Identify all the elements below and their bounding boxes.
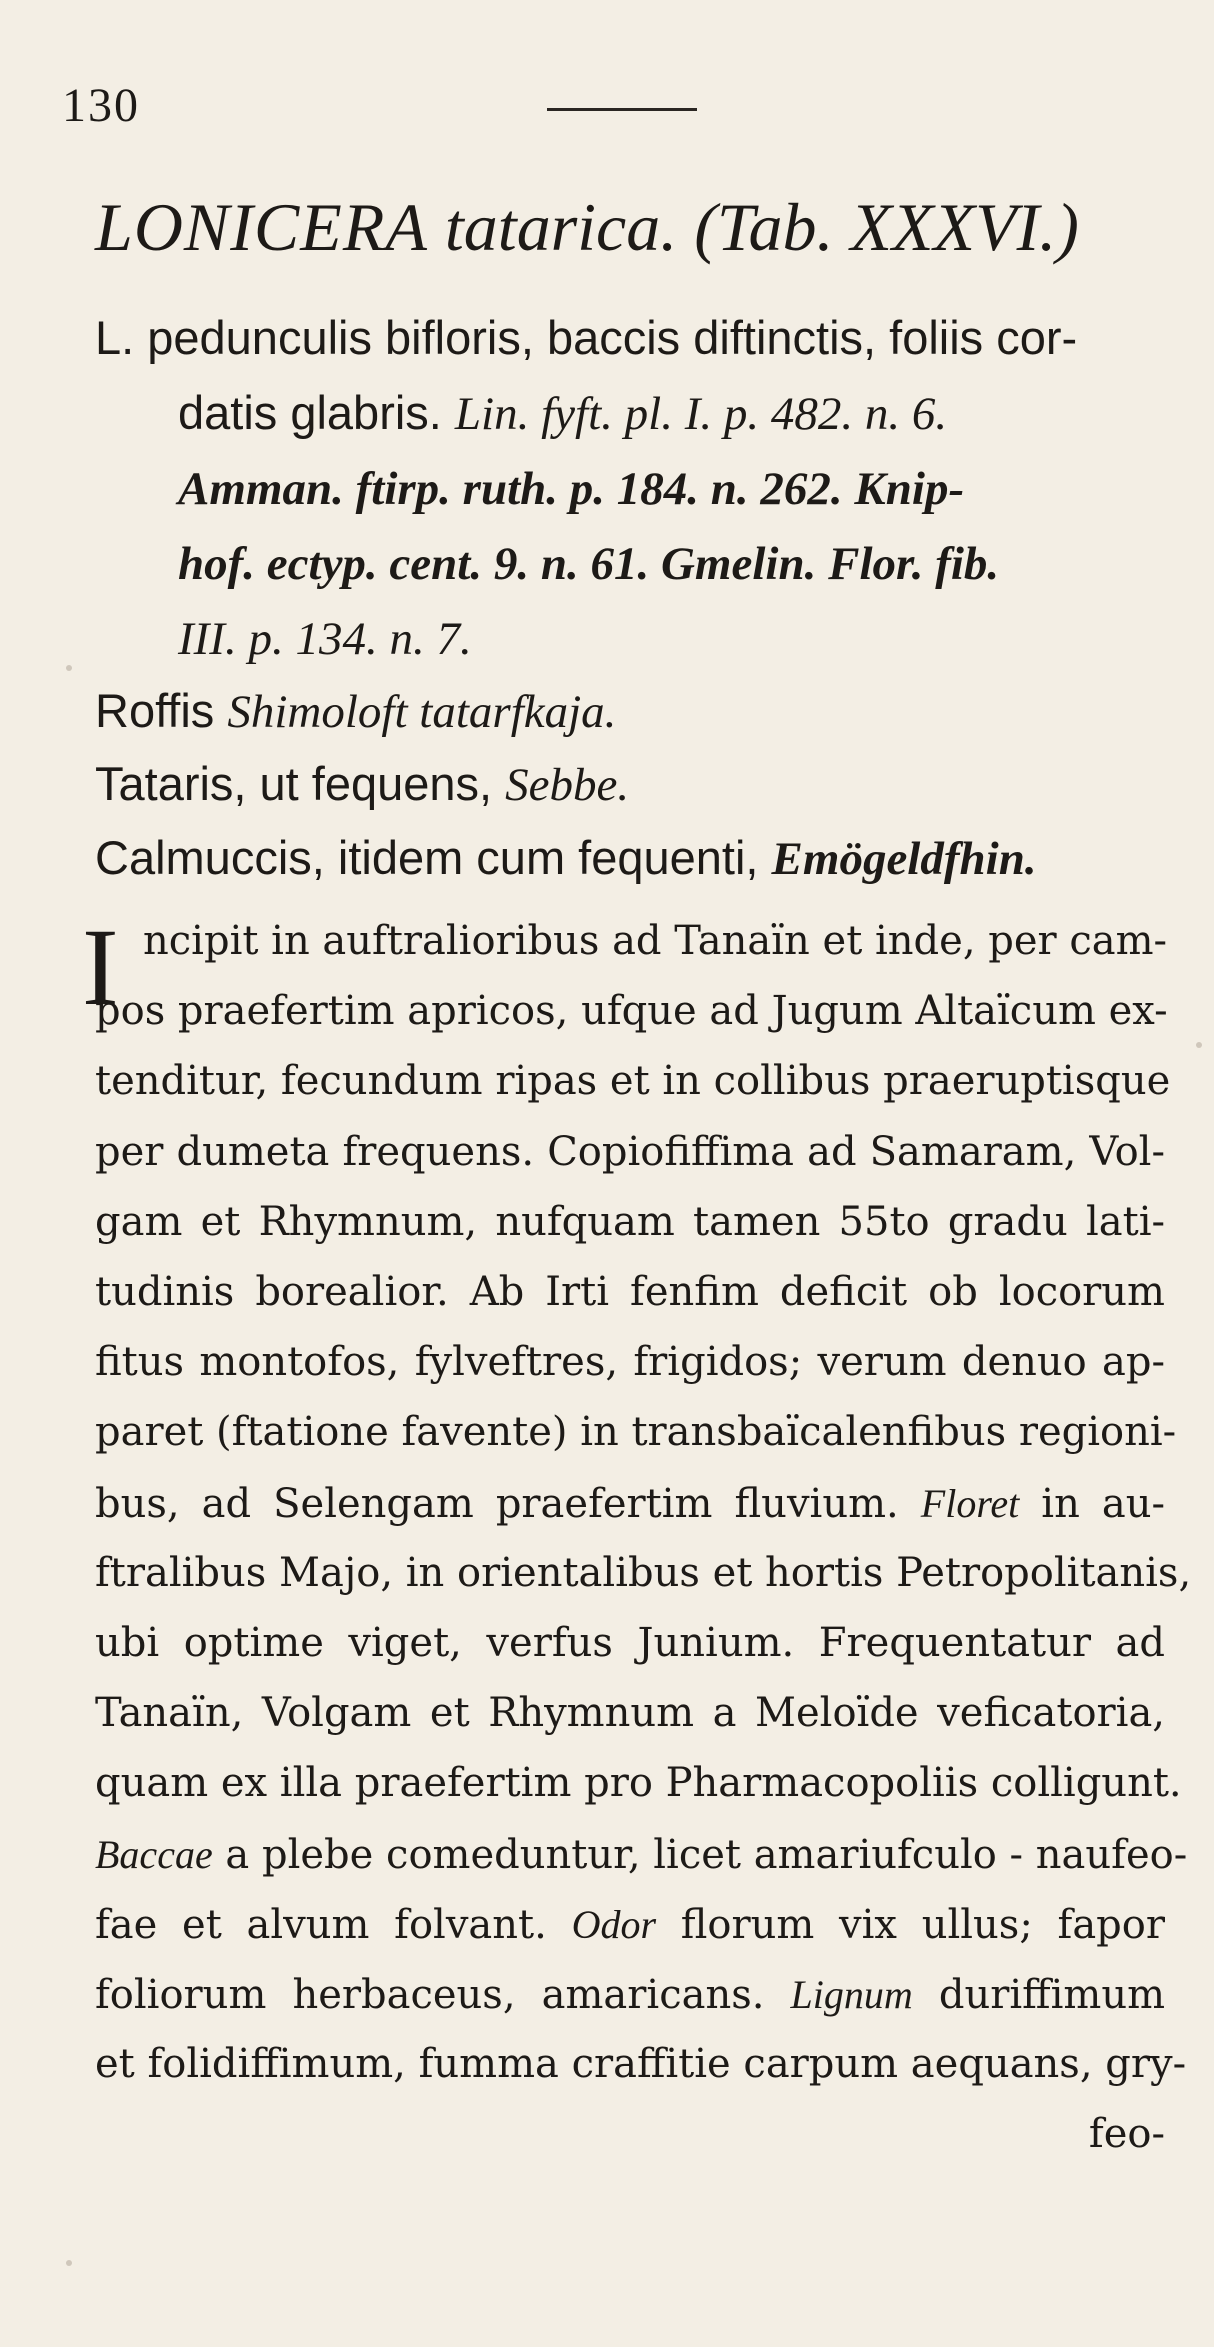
body-line [95, 1269, 1165, 1315]
text-run: paret (ftatione favente) in transbaïcalenfibus regioni- [95, 1409, 1177, 1455]
page-number: 130 [62, 79, 140, 132]
text-run: tudinis borealior. Ab Irti fenfim deficit ob locorum [95, 1269, 1165, 1315]
header-rule [547, 108, 697, 111]
text-run: quam ex illa praefertim pro Pharmacopoliis colligunt. [95, 1760, 1182, 1806]
body-line [95, 1971, 1165, 2018]
body-line [95, 2111, 1165, 2157]
body-line [95, 1339, 1165, 1385]
text-run: duriffimum [912, 1972, 1166, 2018]
text-run: hof. ectyp. cent. 9. n. 61. Gmelin. Flor. fib. [178, 538, 1000, 590]
text-run: Floret [920, 1481, 1020, 1526]
text-run: Calmuccis, itidem cum fequenti, [95, 831, 772, 884]
text-run: ncipit in auftralioribus ad Tanaïn et inde, per cam- [143, 918, 1168, 964]
synonymy-line [178, 535, 1214, 591]
text-run: Lignum [790, 1972, 913, 2017]
species-epithet: tatarica. [444, 189, 678, 265]
text-run: a plebe comeduntur, licet amariufculo - naufeo- [212, 1832, 1188, 1878]
synonymy-line [178, 460, 1214, 516]
synonymy-line [178, 610, 1214, 666]
text-run: Sebbe. [505, 759, 630, 811]
text-run: Amman. ftirp. ruth. p. 184. n. 262. Knip- [178, 463, 965, 515]
body-line [95, 1058, 1171, 1104]
text-run: feo- [1088, 2111, 1165, 2157]
text-run: gam et Rhymnum, nufquam tamen 55to gradu lati- [95, 1199, 1165, 1245]
text-run: Emögeldfhin. [771, 833, 1037, 885]
text-run: in au- [1019, 1481, 1165, 1527]
text-run: florum vix ullus; fapor [656, 1902, 1165, 1948]
text-run: ubi optime viget, verfus Junium. Frequentatur ad [95, 1620, 1165, 1666]
text-run: Baccae [95, 1832, 213, 1877]
body-line [95, 1550, 1192, 1596]
text-run: foliorum herbaceus, amaricans. [95, 1972, 791, 2018]
text-run: fae et alvum folvant. [95, 1902, 572, 1948]
text-run: Odor [571, 1902, 657, 1947]
text-run: fitus montofos, fylveftres, frigidos; verum denuo ap- [95, 1339, 1165, 1385]
synonymy-line [95, 310, 1195, 365]
text-run: L. pedunculis bifloris, baccis diftinctis, foliis cor- [95, 311, 1078, 364]
body-line [95, 1129, 1165, 1175]
species-heading [95, 188, 1079, 267]
body-line [95, 1409, 1177, 1455]
body-line [95, 1199, 1165, 1245]
synonymy-line [95, 830, 1195, 886]
body-line [95, 1480, 1165, 1527]
paper-speck [66, 2260, 72, 2266]
body-line [143, 918, 1168, 964]
genus-name: LONICERA [95, 189, 428, 265]
text-run: Lin. fyft. pl. I. p. 482. n. 6. [454, 388, 948, 440]
body-line [95, 1901, 1165, 1948]
plate-reference: (Tab. XXXVI.) [694, 189, 1079, 265]
text-run: tenditur, fecundum ripas et in collibus praeruptisque [95, 1058, 1171, 1104]
text-run: et folidiffimum, fumma craffitie carpum aequans, gry- [95, 2041, 1187, 2087]
paper-speck [66, 665, 72, 671]
text-run: Tanaïn, Volgam et Rhymnum a Meloïde veficatoria, [95, 1690, 1165, 1736]
body-line [95, 1831, 1188, 1878]
text-run: Roffis [95, 684, 228, 737]
synonymy-line [95, 756, 1195, 812]
text-run: per dumeta frequens. Copiofiffima ad Samaram, Vol- [95, 1129, 1165, 1175]
text-run: pos praefertim apricos, ufque ad Jugum Altaïcum ex- [95, 988, 1168, 1034]
paper-speck [1196, 1042, 1202, 1048]
body-line [95, 988, 1168, 1034]
text-run: bus, ad Selengam praefertim fluvium. [95, 1481, 921, 1527]
body-line [95, 2041, 1187, 2087]
synonymy-line [95, 683, 1195, 739]
text-run: datis glabris. [178, 386, 455, 439]
synonymy-line [178, 385, 1214, 441]
text-run: Shimoloft tatarfkaja. [227, 686, 617, 738]
body-line [95, 1690, 1165, 1736]
body-line [95, 1620, 1165, 1666]
text-run: III. p. 134. n. 7. [178, 613, 472, 665]
text-run: Tataris, ut fequens, [95, 757, 506, 810]
body-line [95, 1760, 1182, 1806]
text-run: ftralibus Majo, in orientalibus et hortis Petropolitanis, [95, 1550, 1192, 1596]
drop-cap: I [82, 906, 119, 1028]
